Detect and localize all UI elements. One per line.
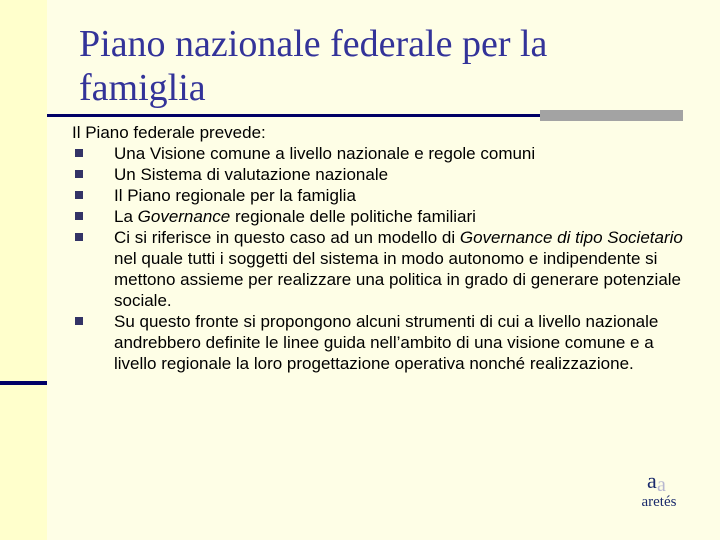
intro-text: Il Piano federale prevede: xyxy=(72,123,266,142)
aretes-logo xyxy=(636,470,682,514)
slide-title: Piano nazionale federale per la famiglia xyxy=(79,23,548,109)
bullet-text: Il Piano regionale per la famiglia xyxy=(114,186,356,205)
bullet-item xyxy=(72,206,692,227)
bullet-text: regionale delle politiche familiari xyxy=(230,207,476,226)
slide-body xyxy=(72,122,692,374)
bullet-square-icon xyxy=(75,170,83,178)
bullet-item xyxy=(72,185,692,206)
bullet-text: Un Sistema di valutazione nazionale xyxy=(114,165,389,184)
logo-wordmark: aretés xyxy=(641,494,677,510)
bullet-square-icon xyxy=(75,317,83,325)
logo-letter-back: a xyxy=(657,474,666,496)
bullet-square-icon xyxy=(75,191,83,199)
bullet-item xyxy=(72,311,692,374)
bullet-square-icon xyxy=(75,149,83,157)
bullet-square-icon xyxy=(75,212,83,220)
bullet-text-italic: Governance di tipo Societario xyxy=(459,228,683,247)
title-divider-accent xyxy=(540,110,683,121)
bullet-text: nel quale tutti i soggetti del sistema in modo autonomo e indipendente si mettono assieme per realizzare una politica in grado di generare potenziale sociale. xyxy=(114,249,682,310)
bullet-text-italic: Governance xyxy=(137,207,231,226)
bullet-text: La xyxy=(114,207,138,226)
bullet-item xyxy=(72,164,692,185)
left-accent-bar xyxy=(0,381,47,385)
bullet-item xyxy=(72,143,692,164)
left-accent-band xyxy=(0,0,47,540)
bullet-text: Una Visione comune a livello nazionale e regole comuni xyxy=(114,144,536,163)
bullet-item xyxy=(72,227,692,311)
aretes-logo-mark xyxy=(644,470,674,496)
bullet-square-icon xyxy=(75,233,83,241)
logo-letter-front: a xyxy=(647,468,657,493)
bullet-list xyxy=(72,143,692,374)
bullet-text: Su questo fronte si propongono alcuni strumenti di cui a livello nazionale andrebbero definite le linee guida nell’ambito di una visione comune e a livello regionale la loro progettazione operativa nonché realizzazione. xyxy=(114,312,659,373)
bullet-text: Ci si riferisce in questo caso ad un modello di xyxy=(114,228,460,247)
